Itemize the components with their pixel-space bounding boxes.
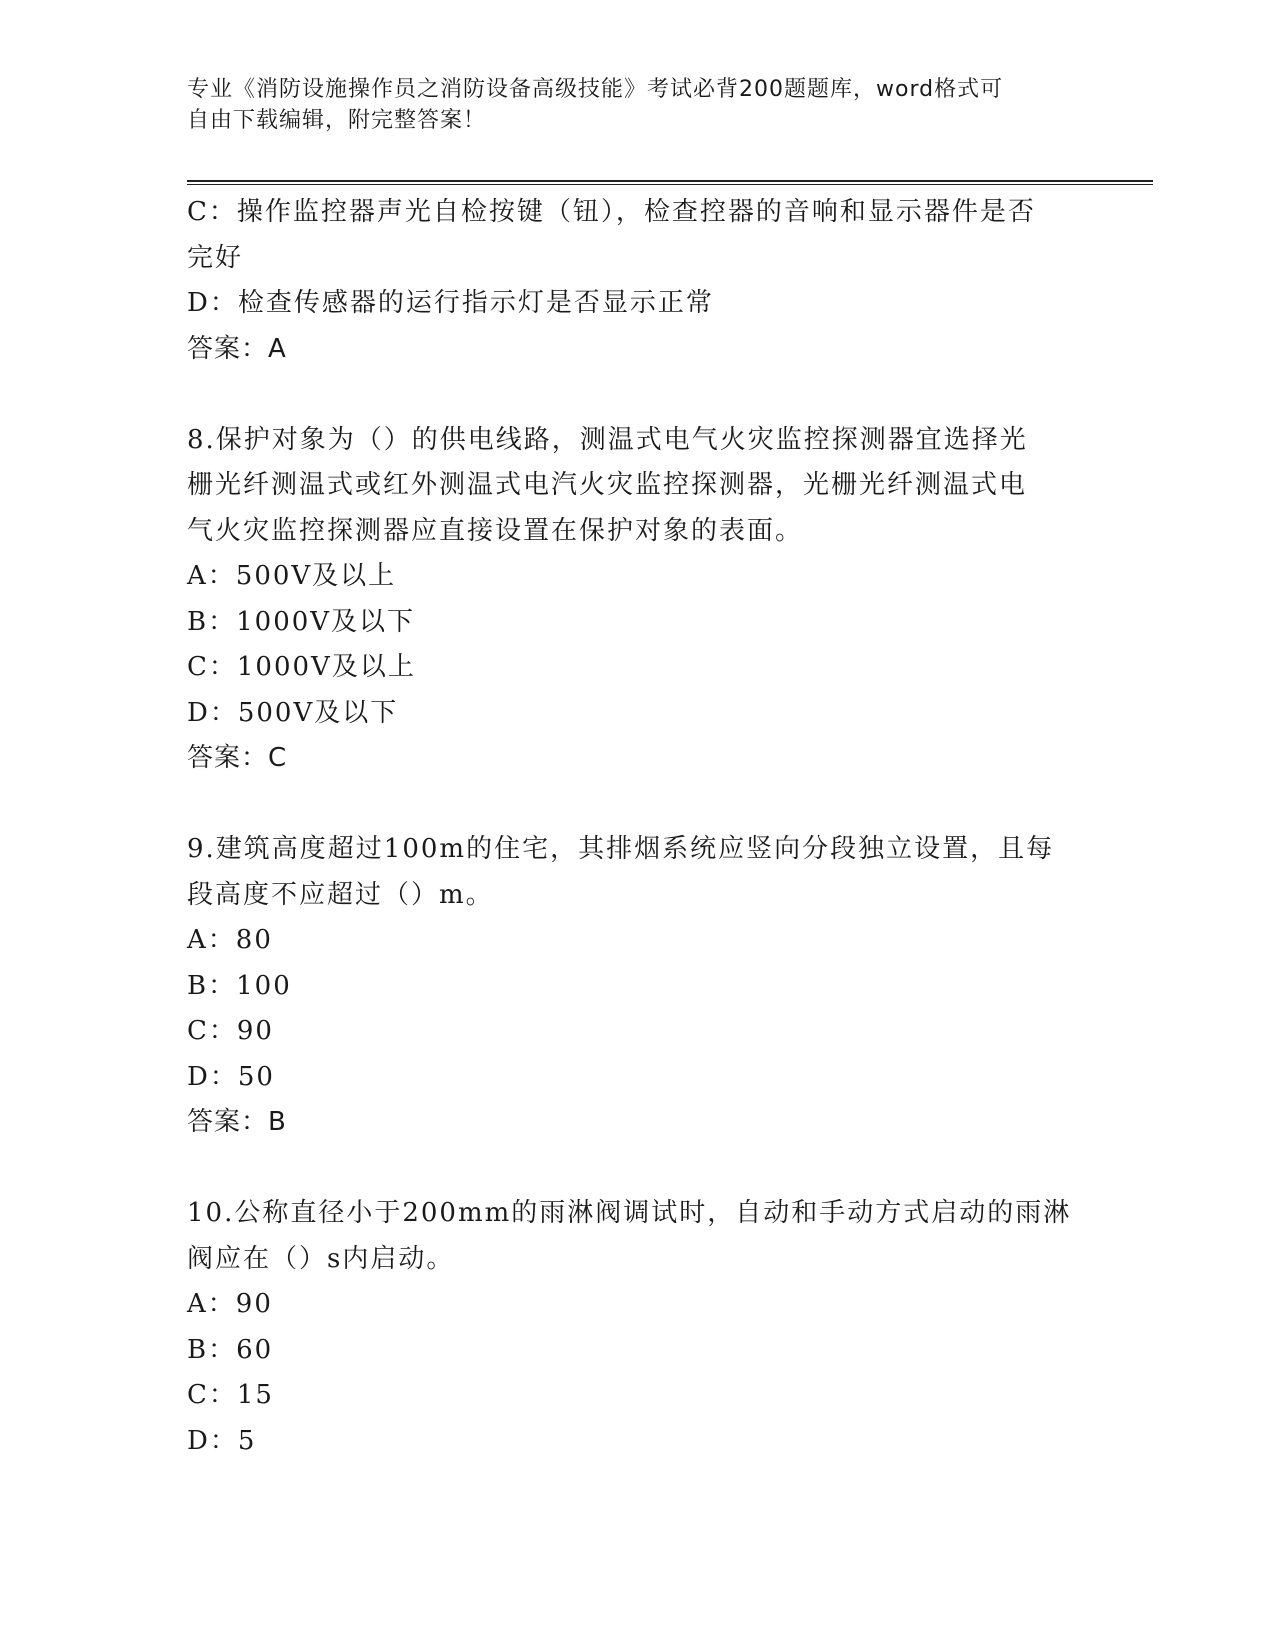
question-stem: 阀应在（）s内启动。: [187, 1243, 455, 1274]
option-b: B：60: [187, 1334, 274, 1365]
option-b: B：1000V及以下: [187, 606, 416, 637]
option-b: B：100: [187, 970, 292, 1001]
option-d: D：50: [187, 1061, 275, 1092]
document-body: [187, 190, 1087, 1464]
answer: 答案：B: [187, 1107, 287, 1137]
option-c: C：操作监控器声光自检按键（钮），检查控器的音响和显示器件是否: [187, 197, 1036, 227]
answer: 答案：A: [187, 333, 287, 364]
header-rule-thin: [187, 184, 1153, 185]
question-stem: 气火灾监控探测器应直接设置在保护对象的表面。: [187, 515, 804, 546]
question-stem: 8.保护对象为（）的供电线路，测温式电气火灾监控探测器宜选择光: [187, 424, 1028, 455]
option-a: A：500V及以上: [187, 561, 397, 591]
option-c-cont: 完好: [187, 242, 244, 273]
option-d: D：检查传感器的运行指示灯是否显示正常: [187, 288, 714, 318]
question-stem: 段高度不应超过（）m。: [187, 879, 494, 910]
question-10: [187, 1191, 1087, 1464]
header-line-1: 专业《消防设施操作员之消防设备高级技能》考试必背200题题库，word格式可: [187, 77, 1004, 102]
question-stem: 10.公称直径小于200mm的雨淋阀调试时，自动和手动方式启动的雨淋: [187, 1198, 1072, 1228]
option-a: A：90: [187, 1289, 273, 1319]
option-a: A：80: [187, 925, 273, 955]
document-header: [187, 74, 1067, 136]
prev-question: [187, 190, 1087, 372]
header-rule-thick: [187, 180, 1153, 182]
option-d: D：5: [187, 1425, 257, 1456]
question-8: [187, 418, 1087, 782]
question-9: [187, 827, 1087, 1146]
answer: 答案：C: [187, 743, 288, 773]
question-stem: 栅光纤测温式或红外测温式电汽火灾监控探测器，光栅光纤测温式电: [187, 470, 1028, 500]
question-stem: 9.建筑高度超过100m的住宅，其排烟系统应竖向分段独立设置，且每: [187, 834, 1055, 864]
option-c: C：15: [187, 1380, 274, 1410]
header-line-2: 自由下载编辑，附完整答案！: [187, 108, 487, 133]
option-c: C：1000V及以上: [187, 652, 416, 682]
option-d: D：500V及以下: [187, 697, 399, 728]
option-c: C：90: [187, 1016, 274, 1046]
